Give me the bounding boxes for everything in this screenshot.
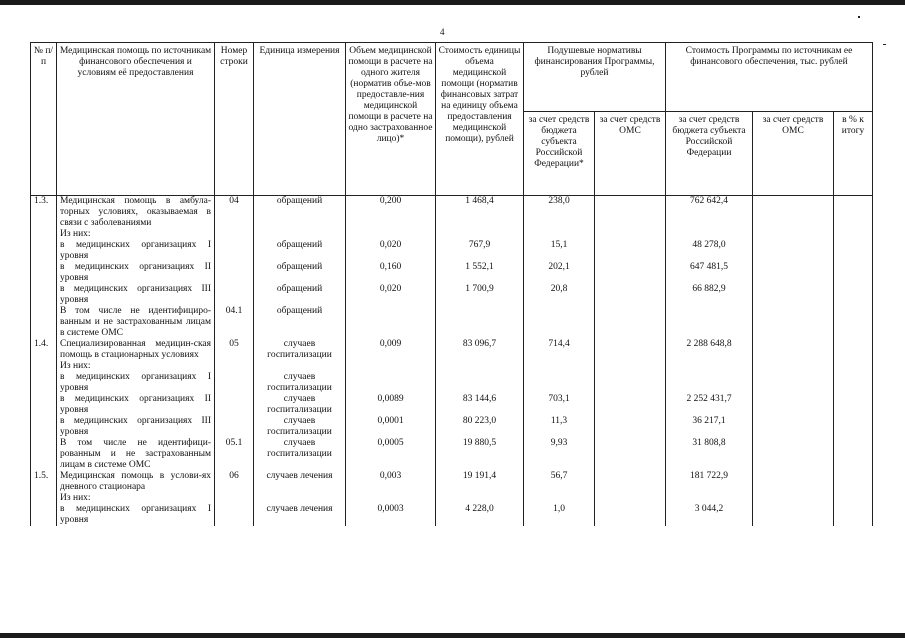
row-total-oms <box>753 240 834 262</box>
row-percent <box>834 361 873 372</box>
row-description: Медицинская помощь в амбула-торных условиях, оказываемая в связи с заболеваниями <box>57 196 215 230</box>
row-num: 1.5. <box>31 471 57 493</box>
row-per-capita-budget: 238,0 <box>524 196 595 230</box>
row-unit-cost <box>436 229 524 240</box>
row-description: в медицинских организациях III уровня <box>57 284 215 306</box>
financing-table <box>30 42 873 526</box>
row-num <box>31 504 57 526</box>
row-per-capita-oms <box>595 229 666 240</box>
header-per-capita-group: Подушевые нормативы финансирования Программы, рублей <box>524 43 666 112</box>
row-description: В том числе не идентифици-рованным и не застрахованным лицам в системе ОМС <box>57 438 215 471</box>
row-total-oms <box>753 493 834 504</box>
row-line-number <box>215 229 254 240</box>
scan-speck <box>858 16 860 18</box>
row-percent <box>834 240 873 262</box>
table-row <box>31 361 873 372</box>
row-volume: 0,0003 <box>346 504 436 526</box>
row-unit: обращений <box>254 306 346 339</box>
row-description: в медицинских организациях II уровня <box>57 394 215 416</box>
table-row <box>31 471 873 493</box>
row-line-number <box>215 361 254 372</box>
row-unit <box>254 229 346 240</box>
row-per-capita-oms <box>595 196 666 230</box>
row-line-number: 04.1 <box>215 306 254 339</box>
row-unit-cost <box>436 493 524 504</box>
row-volume <box>346 493 436 504</box>
table-row <box>31 339 873 361</box>
scan-top-edge <box>0 0 905 5</box>
row-unit: случаев лечения <box>254 504 346 526</box>
row-percent <box>834 394 873 416</box>
row-line-number <box>215 262 254 284</box>
row-per-capita-budget: 202,1 <box>524 262 595 284</box>
row-num <box>31 438 57 471</box>
row-line-number <box>215 504 254 526</box>
row-total-budget: 2 252 431,7 <box>666 394 753 416</box>
row-per-capita-oms <box>595 416 666 438</box>
header-total-oms: за счет средств ОМС <box>753 112 834 196</box>
row-line-number: 05 <box>215 339 254 361</box>
row-description: в медицинских организациях II уровня <box>57 262 215 284</box>
row-line-number <box>215 372 254 394</box>
row-percent <box>834 438 873 471</box>
row-num: 1.3. <box>31 196 57 230</box>
header-num: № п/п <box>31 43 57 196</box>
row-line-number <box>215 493 254 504</box>
header-unit: Единица измерения <box>254 43 346 196</box>
row-line-number <box>215 416 254 438</box>
table-row <box>31 493 873 504</box>
row-per-capita-budget: 1,0 <box>524 504 595 526</box>
row-total-oms <box>753 284 834 306</box>
header-percent-total: в % к итогу <box>834 112 873 196</box>
row-description: Из них: <box>57 361 215 372</box>
row-line-number: 05.1 <box>215 438 254 471</box>
row-description: в медицинских организациях III уровня <box>57 416 215 438</box>
row-description: в медицинских организациях I уровня <box>57 372 215 394</box>
row-line-number <box>215 394 254 416</box>
header-line-number: Номер строки <box>215 43 254 196</box>
row-unit: случаев госпитализации <box>254 372 346 394</box>
row-num <box>31 229 57 240</box>
row-unit-cost <box>436 361 524 372</box>
row-volume: 0,020 <box>346 284 436 306</box>
row-per-capita-oms <box>595 262 666 284</box>
row-total-budget: 3 044,2 <box>666 504 753 526</box>
row-num <box>31 240 57 262</box>
row-description: Из них: <box>57 229 215 240</box>
row-unit-cost: 83 144,6 <box>436 394 524 416</box>
row-unit <box>254 361 346 372</box>
row-unit <box>254 493 346 504</box>
header-per-capita-budget: за счет средств бюджета субъекта Российской Федерации* <box>524 112 595 196</box>
row-unit: случаев госпитализации <box>254 394 346 416</box>
row-volume: 0,009 <box>346 339 436 361</box>
row-line-number: 06 <box>215 471 254 493</box>
row-percent <box>834 493 873 504</box>
row-per-capita-budget <box>524 361 595 372</box>
table-row <box>31 394 873 416</box>
row-unit-cost: 1 700,9 <box>436 284 524 306</box>
row-percent <box>834 504 873 526</box>
row-percent <box>834 416 873 438</box>
row-percent <box>834 229 873 240</box>
row-num <box>31 262 57 284</box>
row-total-budget: 31 808,8 <box>666 438 753 471</box>
row-volume <box>346 229 436 240</box>
table-row <box>31 306 873 339</box>
row-unit-cost: 80 223,0 <box>436 416 524 438</box>
header-per-capita-oms: за счет средств ОМС <box>595 112 666 196</box>
row-per-capita-oms <box>595 438 666 471</box>
table-row <box>31 372 873 394</box>
row-total-oms <box>753 372 834 394</box>
row-unit: обращений <box>254 240 346 262</box>
row-per-capita-oms <box>595 361 666 372</box>
row-volume <box>346 361 436 372</box>
row-per-capita-oms <box>595 284 666 306</box>
row-unit-cost: 19 191,4 <box>436 471 524 493</box>
row-per-capita-budget: 11,3 <box>524 416 595 438</box>
row-total-budget <box>666 229 753 240</box>
row-per-capita-oms <box>595 493 666 504</box>
row-unit: случаев госпитализации <box>254 438 346 471</box>
row-unit-cost: 19 880,5 <box>436 438 524 471</box>
row-description: в медицинских организациях I уровня <box>57 504 215 526</box>
row-total-budget <box>666 493 753 504</box>
row-total-budget <box>666 372 753 394</box>
row-per-capita-budget: 9,93 <box>524 438 595 471</box>
row-num <box>31 416 57 438</box>
row-num <box>31 493 57 504</box>
row-total-oms <box>753 438 834 471</box>
header-description: Медицинская помощь по источникам финансового обеспечения и условиям её предоставления <box>57 43 215 196</box>
row-per-capita-oms <box>595 372 666 394</box>
row-unit: обращений <box>254 196 346 230</box>
row-total-budget: 48 278,0 <box>666 240 753 262</box>
table-row <box>31 284 873 306</box>
row-num <box>31 306 57 339</box>
row-total-budget <box>666 361 753 372</box>
row-total-oms <box>753 504 834 526</box>
row-volume: 0,0089 <box>346 394 436 416</box>
row-per-capita-budget <box>524 493 595 504</box>
table-row <box>31 229 873 240</box>
row-per-capita-budget <box>524 306 595 339</box>
row-description: В том числе не идентифициро-ванным и не застрахованным лицам в системе ОМС <box>57 306 215 339</box>
row-unit-cost <box>436 372 524 394</box>
table-row <box>31 196 873 230</box>
row-unit-cost: 1 468,4 <box>436 196 524 230</box>
row-per-capita-budget <box>524 372 595 394</box>
table-row <box>31 416 873 438</box>
row-unit-cost: 83 096,7 <box>436 339 524 361</box>
row-per-capita-oms <box>595 471 666 493</box>
row-per-capita-budget: 20,8 <box>524 284 595 306</box>
row-volume: 0,200 <box>346 196 436 230</box>
scan-speck <box>883 44 886 45</box>
row-line-number <box>215 240 254 262</box>
table-row <box>31 262 873 284</box>
row-num <box>31 372 57 394</box>
row-unit-cost: 767,9 <box>436 240 524 262</box>
row-per-capita-oms <box>595 240 666 262</box>
header-program-cost-group: Стоимость Программы по источникам ее финансового обеспечения, тыс. рублей <box>666 43 873 112</box>
row-total-oms <box>753 306 834 339</box>
page-number: 4 <box>440 27 445 37</box>
row-per-capita-oms <box>595 306 666 339</box>
row-num <box>31 284 57 306</box>
row-total-oms <box>753 394 834 416</box>
row-total-oms <box>753 361 834 372</box>
row-description: Специализированная медицин-ская помощь в стационарных условиях <box>57 339 215 361</box>
row-unit: случаев госпитализации <box>254 416 346 438</box>
row-percent <box>834 306 873 339</box>
row-volume: 0,003 <box>346 471 436 493</box>
row-num: 1.4. <box>31 339 57 361</box>
header-unit-cost: Стоимость единицы объема медицинской помощи (норматив финансовых затрат на единицу объема предоставления медицинской помощи), рублей <box>436 43 524 196</box>
row-volume: 0,160 <box>346 262 436 284</box>
row-total-oms <box>753 196 834 230</box>
row-total-oms <box>753 262 834 284</box>
row-total-budget: 647 481,5 <box>666 262 753 284</box>
row-num <box>31 361 57 372</box>
row-per-capita-budget: 714,4 <box>524 339 595 361</box>
row-total-budget: 2 288 648,8 <box>666 339 753 361</box>
row-total-budget: 181 722,9 <box>666 471 753 493</box>
row-unit: случаев лечения <box>254 471 346 493</box>
row-volume: 0,0005 <box>346 438 436 471</box>
row-total-budget: 762 642,4 <box>666 196 753 230</box>
row-unit: обращений <box>254 262 346 284</box>
table-row <box>31 504 873 526</box>
row-percent <box>834 471 873 493</box>
row-unit-cost: 1 552,1 <box>436 262 524 284</box>
row-volume <box>346 372 436 394</box>
table-row <box>31 438 873 471</box>
row-percent <box>834 196 873 230</box>
row-per-capita-budget: 56,7 <box>524 471 595 493</box>
row-percent <box>834 372 873 394</box>
row-unit: случаев госпитализации <box>254 339 346 361</box>
row-percent <box>834 339 873 361</box>
header-total-budget: за счет средств бюджета субъекта Российской Федерации <box>666 112 753 196</box>
row-per-capita-oms <box>595 504 666 526</box>
header-volume: Объем медицинской помощи в расчете на одного жителя (норматив объе-мов предоставле-ния медицинской помощи в расчете на одно застрахованное лицо)* <box>346 43 436 196</box>
row-per-capita-budget <box>524 229 595 240</box>
row-total-budget <box>666 306 753 339</box>
row-total-oms <box>753 339 834 361</box>
row-unit: обращений <box>254 284 346 306</box>
row-volume: 0,020 <box>346 240 436 262</box>
row-description: в медицинских организациях I уровня <box>57 240 215 262</box>
row-num <box>31 394 57 416</box>
row-description: Медицинская помощь в услови-ях дневного стационара <box>57 471 215 493</box>
row-description: Из них: <box>57 493 215 504</box>
row-line-number: 04 <box>215 196 254 230</box>
row-unit-cost <box>436 306 524 339</box>
row-per-capita-oms <box>595 394 666 416</box>
scan-bottom-edge <box>0 633 905 638</box>
row-line-number <box>215 284 254 306</box>
header-row-1 <box>31 43 873 112</box>
row-per-capita-budget: 703,1 <box>524 394 595 416</box>
row-per-capita-budget: 15,1 <box>524 240 595 262</box>
row-per-capita-oms <box>595 339 666 361</box>
row-unit-cost: 4 228,0 <box>436 504 524 526</box>
row-percent <box>834 284 873 306</box>
table-row <box>31 240 873 262</box>
row-total-oms <box>753 416 834 438</box>
row-total-budget: 36 217,1 <box>666 416 753 438</box>
row-total-oms <box>753 471 834 493</box>
row-total-oms <box>753 229 834 240</box>
row-volume <box>346 306 436 339</box>
row-percent <box>834 262 873 284</box>
row-total-budget: 66 882,9 <box>666 284 753 306</box>
row-volume: 0,0001 <box>346 416 436 438</box>
